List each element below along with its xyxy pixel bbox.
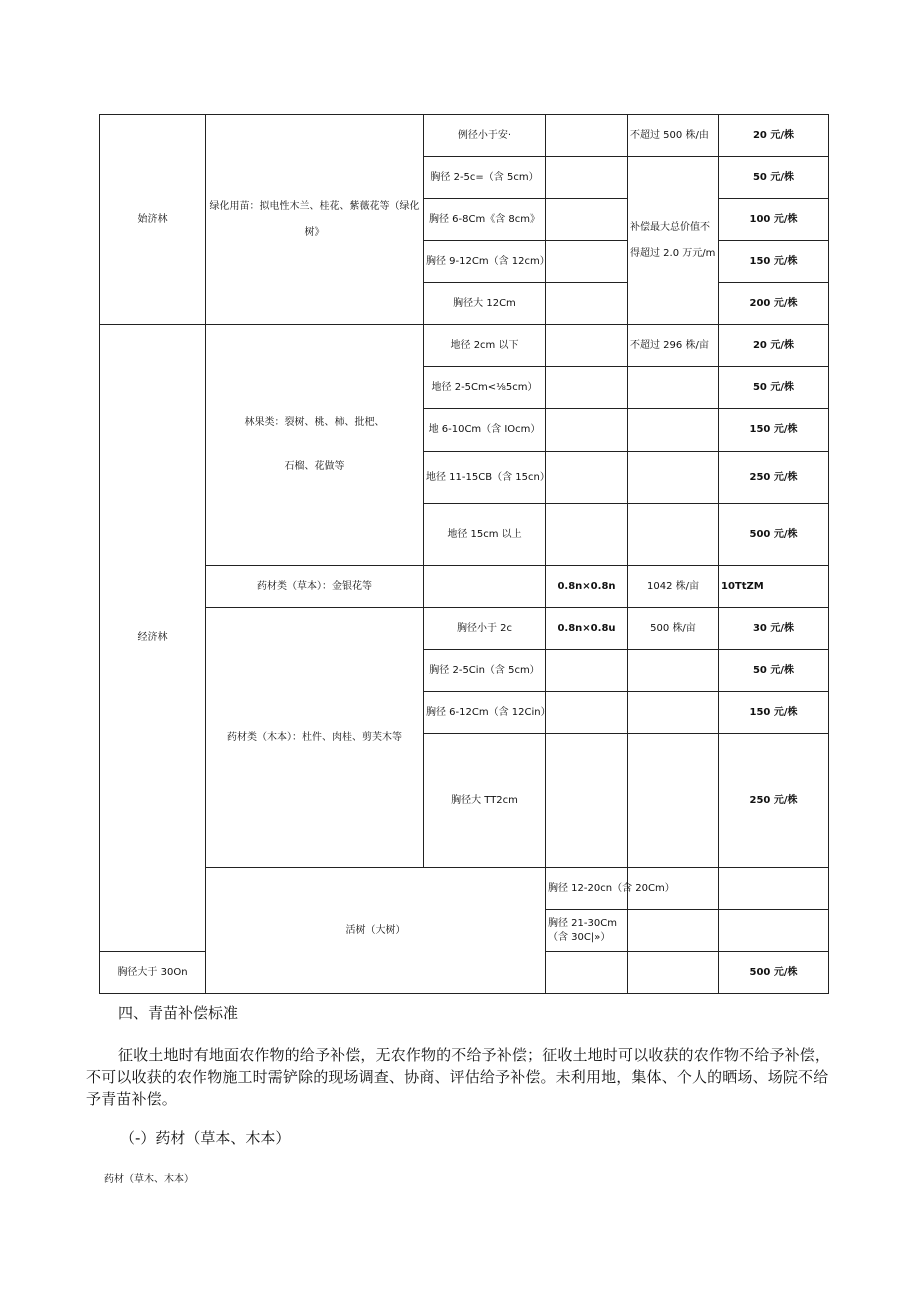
density-cell: 不超过 500 株/由: [628, 115, 719, 157]
spec-cell: 胸径 21-30Cm（含 30C|»）: [546, 910, 628, 952]
price-cell: 250 元/株: [719, 452, 829, 504]
density-cell: [628, 692, 719, 734]
spacing-cell: [546, 115, 628, 157]
density-cell: [628, 409, 719, 452]
price-cell: 500 元/株: [719, 504, 829, 566]
price-cell: 150 元/株: [719, 409, 829, 452]
price-cell: 50 元/株: [719, 157, 829, 199]
spacing-cell: [546, 199, 628, 241]
spec-cell: 地径 2-5Cm<⅛5cm）: [424, 367, 546, 409]
density-cell: [628, 734, 719, 868]
spec-cell: [424, 566, 546, 608]
density-cell: [628, 952, 719, 994]
subcategory-linguo-line2: 石榴、花做等: [284, 461, 345, 472]
price-cell: 150 元/株: [719, 692, 829, 734]
spec-cell: 胸径大于 30On: [100, 952, 206, 994]
density-cell: [628, 367, 719, 409]
subcategory-linguo: [206, 325, 424, 566]
category-shijilin: 始济林: [100, 115, 206, 325]
spacing-cell: 0.8n×0.8u: [546, 608, 628, 650]
spec-cell: 地 6-10Cm（含 IOcm）: [424, 409, 546, 452]
spec-cell: 地径 15cm 以上: [424, 504, 546, 566]
price-cell: 200 元/株: [719, 283, 829, 325]
table-row: [100, 115, 829, 157]
spec-cell: 胸径小于 2c: [424, 608, 546, 650]
spacing-cell: [546, 241, 628, 283]
spacing-cell: 0.8n×0.8n: [546, 566, 628, 608]
spec-cell: 胸径 2-5Cin（含 5cm）: [424, 650, 546, 692]
price-cell: 20 元/株: [719, 115, 829, 157]
subcategory-linguo-line1: 林果类：裂树、桃、柿、批杷、: [244, 417, 385, 428]
spacing-cell: [546, 952, 628, 994]
spacing-cell: [628, 910, 719, 952]
spacing-cell: [546, 325, 628, 367]
table-caption: 药材（草木、木本）: [104, 1174, 194, 1185]
spec-cell: 地径 11-15CB（含 15cn）: [424, 452, 546, 504]
body-paragraph: 征收土地时有地面农作物的给予补偿，无农作物的不给予补偿；征收土地时可以收获的农作物不给予补偿，不可以收获的农作物施工时需铲除的现场调查、协商、评估给予补偿。未利用地，集体、个人的晒场、场院不给予青苗补偿。: [86, 1046, 831, 1108]
density-cell: [719, 868, 829, 910]
density-cell: [628, 504, 719, 566]
spacing-cell: [546, 452, 628, 504]
density-cell: 不超过 296 株/亩: [628, 325, 719, 367]
subcategory-lvhua: 绿化用苗：拟电性木兰、桂花、紫薇花等（绿化树》: [206, 115, 424, 325]
spacing-cell: [546, 367, 628, 409]
table-row: [100, 325, 829, 367]
spacing-cell: [546, 734, 628, 868]
spec-cell: 胸径大 TT2cm: [424, 734, 546, 868]
price-cell: 20 元/株: [719, 325, 829, 367]
spacing-cell: [546, 692, 628, 734]
spec-cell: 胸径 6-8Cm《含 8cm》: [424, 199, 546, 241]
density-cell: [628, 452, 719, 504]
spacing-cell: [546, 504, 628, 566]
spacing-cell: [546, 650, 628, 692]
density-cell: [719, 910, 829, 952]
subcategory-yaocai-muben: 药材类（木本）：杜件、肉桂、剪芙木等: [206, 608, 424, 868]
price-cell: 50 元/株: [719, 650, 829, 692]
compensation-table: [99, 114, 829, 994]
spec-cell: 胸径 12-20cn（含 20Cm）: [546, 868, 628, 910]
density-cell: 500 株/亩: [628, 608, 719, 650]
density-cell: [628, 650, 719, 692]
section-title: 四、青苗补偿标准: [118, 1004, 239, 1022]
table-row: [100, 868, 829, 910]
density-cell: 补偿最大总价值不得超过 2.0 万元/m: [628, 157, 719, 325]
table-row: [100, 566, 829, 608]
spacing-cell: [546, 409, 628, 452]
category-jingjilin: 经济林: [100, 325, 206, 952]
table-row: [100, 608, 829, 650]
price-cell: 30 元/株: [719, 608, 829, 650]
subsection-title: （-）药材（草本、木本）: [120, 1129, 291, 1147]
spacing-cell: [546, 157, 628, 199]
price-cell: 250 元/株: [719, 734, 829, 868]
spec-cell: 胸径 6-12Cm（含 12Cin）: [424, 692, 546, 734]
price-cell: 50 元/株: [719, 367, 829, 409]
spec-cell: 胸径 2-5c=（含 5cm）: [424, 157, 546, 199]
price-cell: 500 元/株: [719, 952, 829, 994]
price-cell: 150 元/株: [719, 241, 829, 283]
price-cell: 10TtZM: [719, 566, 829, 608]
spacing-cell: [546, 283, 628, 325]
spec-cell: 例径小于安·: [424, 115, 546, 157]
density-cell: 1042 株/亩: [628, 566, 719, 608]
spec-cell: 胸径 9-12Cm（含 12cm）: [424, 241, 546, 283]
subcategory-yaocai-caoben: 药材类（草本）：金银花等: [206, 566, 424, 608]
spec-cell: 胸径大 12Cm: [424, 283, 546, 325]
spec-cell: 地径 2cm 以下: [424, 325, 546, 367]
category-huoshu: 活树（大树）: [206, 868, 546, 994]
price-cell: 100 元/株: [719, 199, 829, 241]
